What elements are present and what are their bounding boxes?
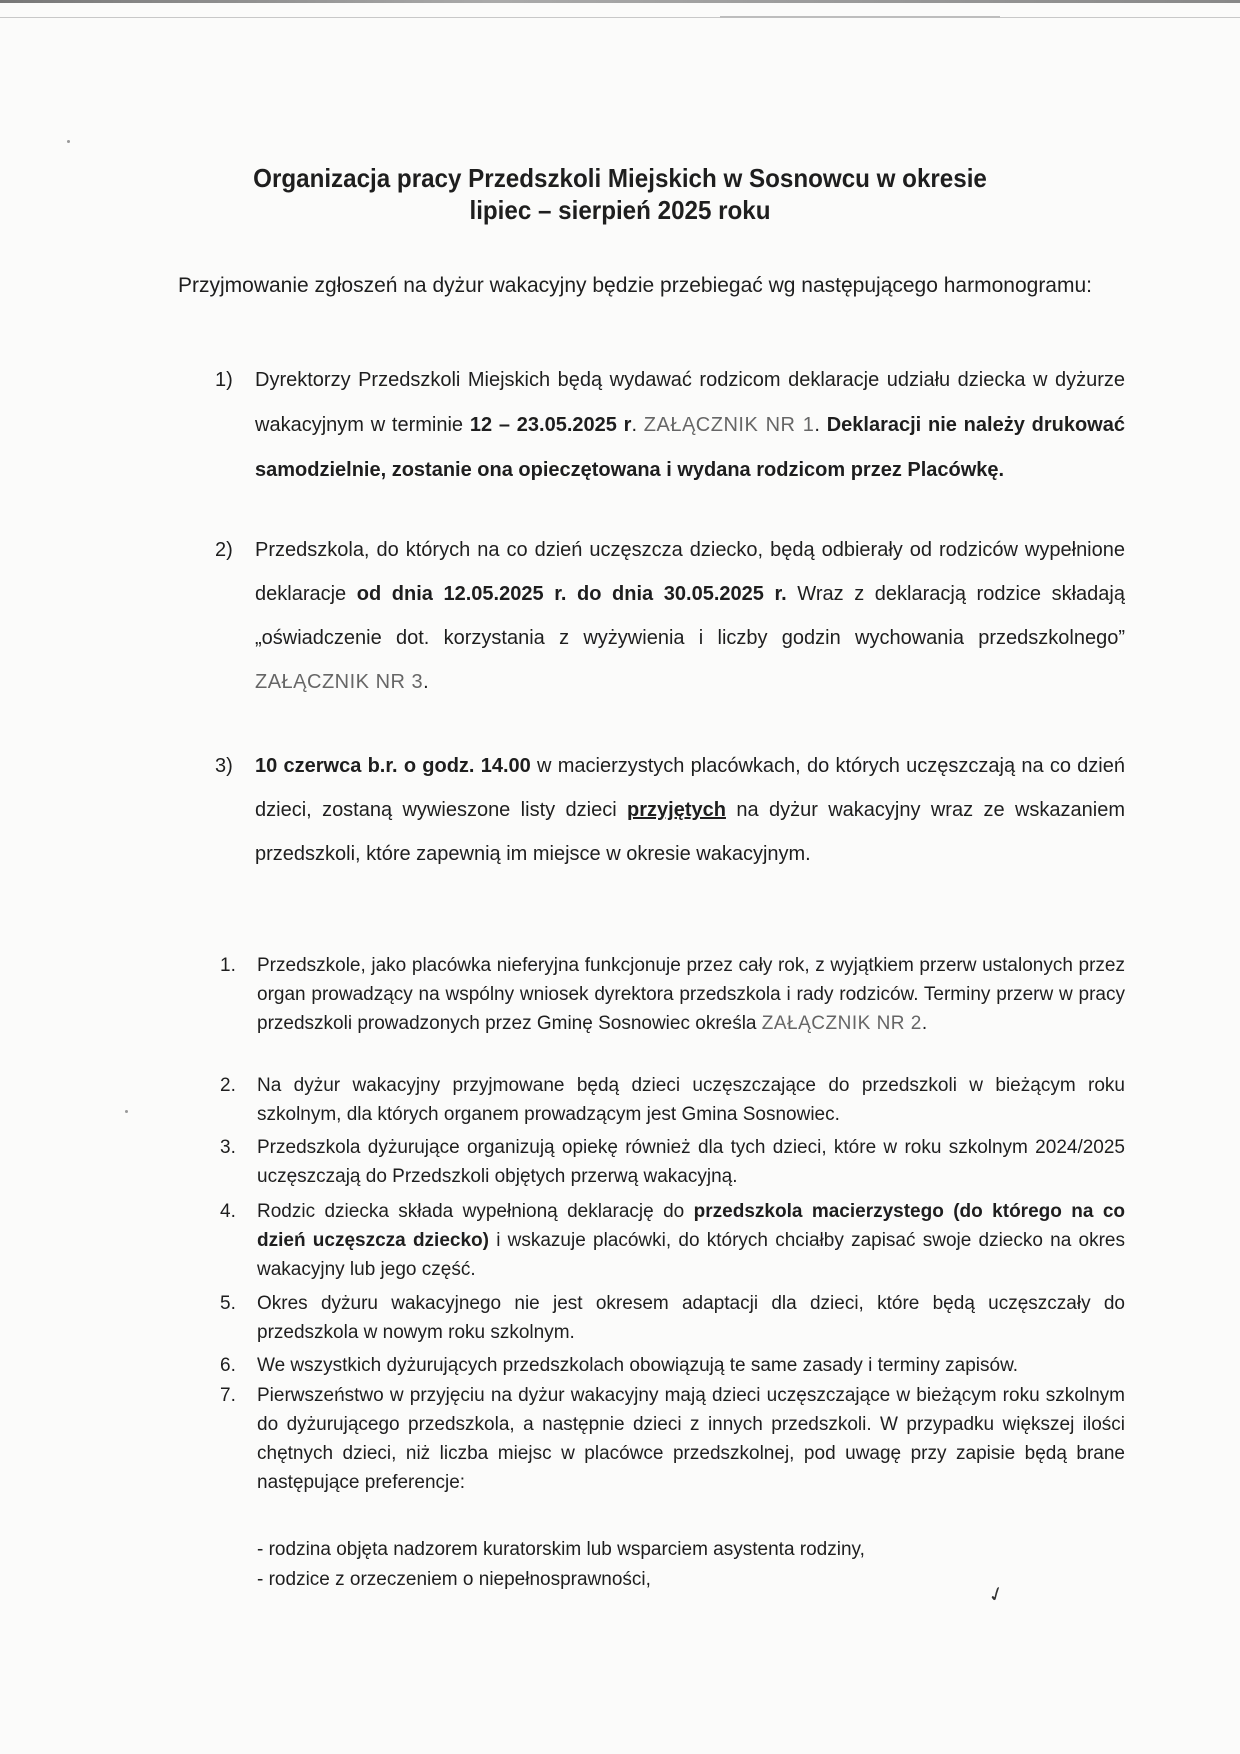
schedule-item-2 bbox=[215, 528, 1125, 704]
text-span: Przedszkola, do których na co dzień uczęszcza dziecko, będą odbierały od rodziców wypełnione deklaracje bbox=[255, 539, 1125, 605]
schedule-item-text bbox=[255, 528, 1125, 704]
schedule-item-number: 3) bbox=[215, 755, 233, 777]
attachment-ref: ZAŁĄCZNIK NR 3 bbox=[255, 671, 424, 693]
rule-text: Okres dyżuru wakacyjnego nie jest okresem adaptacji dla dzieci, które będą uczęszczały do przedszkola w nowym roku szkolnym. bbox=[257, 1293, 1125, 1343]
preference-item: - rodzina objęta nadzorem kuratorskim lub wsparciem asystenta rodziny, bbox=[257, 1539, 865, 1560]
intro-text: Przyjmowanie zgłoszeń na dyżur wakacyjny będzie przebiegać wg następującego harmonogramu: bbox=[178, 274, 1092, 297]
check-mark-icon: ✓ bbox=[984, 1581, 1009, 1609]
rule-item-6 bbox=[220, 1351, 1125, 1380]
rule-item-5 bbox=[220, 1289, 1125, 1347]
title-line-2: lipiec – sierpień 2025 roku bbox=[469, 195, 771, 225]
text-span: . bbox=[631, 414, 644, 436]
rule-text: Na dyżur wakacyjny przyjmowane będą dzieci uczęszczające do przedszkoli w bieżącym roku szkolnym, dla których organem prowadzącym jest Gmina Sosnowiec. bbox=[257, 1075, 1125, 1125]
schedule-item-number: 1) bbox=[215, 369, 233, 391]
rule-text: Pierwszeństwo w przyjęciu na dyżur wakacyjny mają dzieci uczęszczające w bieżącym roku szkolnym do dyżurującego przedszkola, a następnie dzieci z innych przedszkoli. W przypadku większej ilości chętnych dzieci, niż liczba miejsc w placówce przedszkolnej, pod uwagę przy zapisie będą brane następujące preferencje: bbox=[257, 1385, 1125, 1493]
attachment-ref: ZAŁĄCZNIK NR 1 bbox=[643, 414, 815, 436]
schedule-item-1 bbox=[215, 358, 1125, 493]
document-title bbox=[229, 162, 1010, 226]
rule-number: 7. bbox=[220, 1385, 236, 1406]
scan-speck bbox=[67, 140, 70, 143]
text-span: . bbox=[423, 671, 429, 693]
text-span: w macierzystych placówkach, do których uczęszczają na co dzień dzieci, zostaną wywieszone listy dzieci bbox=[255, 755, 1125, 821]
rule-number: 1. bbox=[220, 955, 236, 976]
rule-item-4 bbox=[220, 1197, 1125, 1284]
bold-phrase: przedszkola macierzystego (do którego na co dzień uczęszcza dziecko) bbox=[257, 1201, 1125, 1251]
scan-edge bbox=[0, 0, 1240, 3]
scan-edge-mark bbox=[720, 16, 1000, 18]
text-span: na dyżur wakacyjny wraz ze wskazaniem przedszkoli, które zapewnią im miejsce w okresie wakacyjnym. bbox=[255, 799, 1125, 865]
schedule-item-3 bbox=[215, 744, 1125, 876]
text-span: Przedszkole, jako placówka nieferyjna funkcjonuje przez cały rok, z wyjątkiem przerw ustalonych przez organ prowadzący na wspólny wniosek dyrektora przedszkola i rady rodziców. Terminy przerw w pracy przedszkoli prowadzonych przez Gminę Sosnowiec określa bbox=[257, 955, 1125, 1034]
rule-text bbox=[257, 951, 1125, 1038]
rule-text: Przedszkola dyżurujące organizują opiekę również dla tych dzieci, które w roku szkolnym 2024/2025 uczęszczają do Przedszkoli objętych przerwą wakacyjną. bbox=[257, 1137, 1125, 1187]
text-span: Dyrektorzy Przedszkoli Miejskich będą wydawać rodzicom deklaracje udziału dziecka w dyżurze wakacyjnym w terminie bbox=[255, 369, 1125, 436]
rule-text bbox=[257, 1197, 1125, 1284]
title-line-1: Organizacja pracy Przedszkoli Miejskich w Sosnowcu w okresie bbox=[253, 163, 987, 193]
text-span: . bbox=[814, 414, 827, 436]
text-span: Wraz z deklaracją rodzice składają „oświadczenie dot. korzystania z wyżywienia i liczby godzin wychowania przedszkolnego” bbox=[255, 583, 1125, 649]
rule-number: 3. bbox=[220, 1137, 236, 1158]
rule-number: 5. bbox=[220, 1293, 236, 1314]
text-span: Rodzic dziecka składa wypełnioną deklarację do bbox=[257, 1201, 694, 1222]
rule-item-3 bbox=[220, 1133, 1125, 1191]
date-time: 10 czerwca b.r. o godz. 14.00 bbox=[255, 755, 531, 777]
date-range: od dnia 12.05.2025 r. do dnia 30.05.2025 r. bbox=[356, 583, 787, 605]
rule-number: 2. bbox=[220, 1075, 236, 1096]
schedule-item-text bbox=[255, 358, 1125, 493]
bold-notice: Deklaracji nie należy drukować samodzielnie, zostanie ona opieczętowana i wydana rodzicom przez Placówkę. bbox=[255, 414, 1125, 481]
rule-text: We wszystkich dyżurujących przedszkolach obowiązują te same zasady i terminy zapisów. bbox=[257, 1355, 1019, 1376]
rule-number: 4. bbox=[220, 1201, 236, 1222]
scan-edge-line bbox=[0, 17, 1240, 18]
rule-item-1 bbox=[220, 951, 1125, 1038]
text-span: . bbox=[921, 1013, 928, 1034]
schedule-item-text bbox=[255, 744, 1125, 876]
rule-item-2 bbox=[220, 1071, 1125, 1129]
attachment-ref: ZAŁĄCZNIK NR 2 bbox=[761, 1013, 922, 1034]
preference-item: - rodzice z orzeczeniem o niepełnosprawności, bbox=[257, 1569, 651, 1590]
text-span: i wskazuje placówki, do których chciałby zapisać swoje dziecko na okres wakacyjny lub jego część. bbox=[257, 1230, 1125, 1280]
scan-speck bbox=[125, 1110, 128, 1113]
date-range: 12 – 23.05.2025 r bbox=[469, 414, 632, 436]
rule-number: 6. bbox=[220, 1355, 236, 1376]
underlined-word: przyjętych bbox=[627, 799, 726, 821]
rule-item-7 bbox=[220, 1381, 1125, 1497]
schedule-item-number: 2) bbox=[215, 539, 233, 561]
